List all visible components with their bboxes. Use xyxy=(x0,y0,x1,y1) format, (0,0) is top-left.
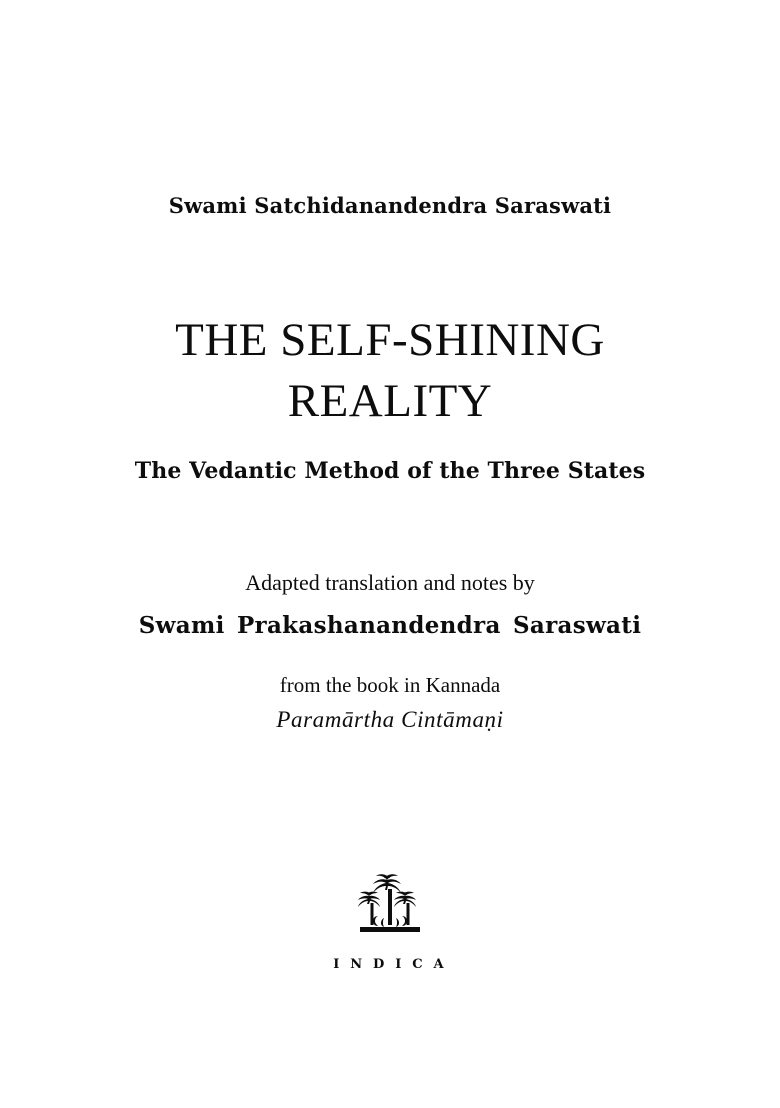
publisher-name: I N D I C A xyxy=(333,957,447,972)
original-author: Swami Satchidanandendra Saraswati xyxy=(168,193,612,218)
source-title-text: Paramārtha Cintāmaṇi xyxy=(276,707,504,733)
page-title xyxy=(175,310,605,432)
source-work xyxy=(276,673,503,733)
source-intro-text: from the book in Kannada xyxy=(279,673,501,698)
translator-name: Swami Prakashanandendra Saraswati xyxy=(138,612,642,640)
title-line-1: THE SELF-SHINING xyxy=(175,314,605,366)
palm-tree-emblem-icon xyxy=(344,872,436,950)
translation-credit xyxy=(139,570,641,639)
credit-intro-text: Adapted translation and notes by xyxy=(245,570,535,596)
title-line-2: REALITY xyxy=(287,375,493,428)
publisher-logo xyxy=(0,872,780,972)
page-subtitle: The Vedantic Method of the Three States xyxy=(134,458,646,485)
